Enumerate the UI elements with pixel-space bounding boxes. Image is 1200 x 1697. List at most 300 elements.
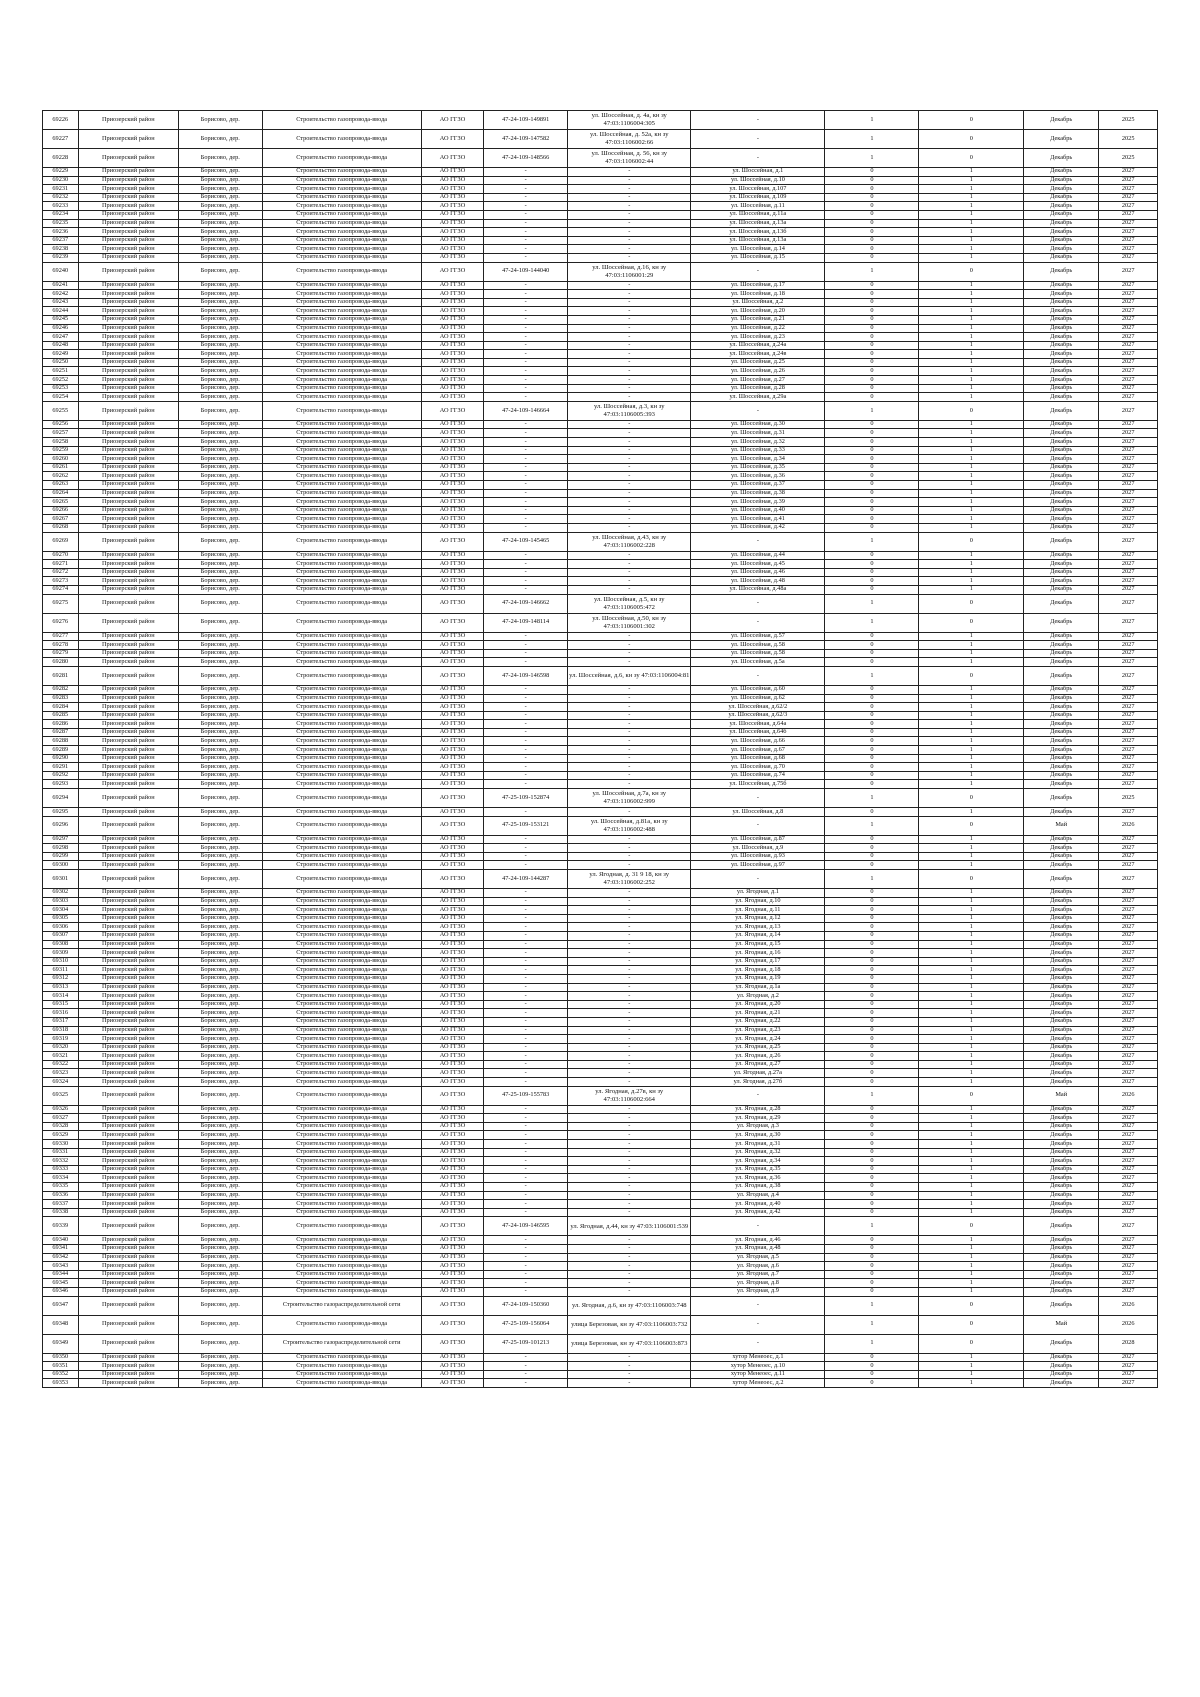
cell-work: Строительство газопровода-ввода — [262, 1287, 421, 1296]
table-row — [43, 298, 1158, 307]
cell-district: Приозерский район — [78, 1086, 178, 1105]
cell-work: Строительство газопровода-ввода — [262, 1217, 421, 1236]
cell-month: Май — [1024, 1086, 1099, 1105]
cell-locality: Борисово, дер. — [178, 763, 262, 772]
cell-land-plot: - — [568, 1353, 691, 1362]
cell-year: 2027 — [1099, 341, 1158, 350]
cell-col-b: 1 — [919, 746, 1024, 755]
table-row — [43, 193, 1158, 202]
cell-locality: Борисово, дер. — [178, 281, 262, 290]
cell-address: ул. Шоссейная, д.39 — [691, 498, 825, 507]
cell-address: ул. Шоссейная, д.37 — [691, 481, 825, 490]
cell-col-a: 1 — [825, 1086, 919, 1105]
cell-locality: Борисово, дер. — [178, 685, 262, 694]
cell-district: Приозерский район — [78, 966, 178, 975]
cell-year: 2027 — [1099, 861, 1158, 870]
cell-cadastre: - — [484, 446, 568, 455]
table-row — [43, 1236, 1158, 1245]
cell-locality: Борисово, дер. — [178, 957, 262, 966]
cell-land-plot: - — [568, 202, 691, 211]
cell-col-b: 1 — [919, 245, 1024, 254]
cell-cadastre: - — [484, 641, 568, 650]
cell-land-plot: - — [568, 1370, 691, 1379]
cell-month: Декабрь — [1024, 253, 1099, 262]
cell-district: Приозерский район — [78, 290, 178, 299]
table-row — [43, 236, 1158, 245]
table-row — [43, 168, 1158, 177]
cell-col-a: 0 — [825, 852, 919, 861]
cell-org: АО ГГЗО — [421, 632, 484, 641]
cell-land-plot: - — [568, 771, 691, 780]
cell-id: 69269 — [43, 532, 79, 551]
table-row — [43, 130, 1158, 149]
cell-month: Май — [1024, 1315, 1099, 1334]
cell-district: Приозерский район — [78, 324, 178, 333]
cell-month: Декабрь — [1024, 168, 1099, 177]
table-row — [43, 1026, 1158, 1035]
cell-work: Строительство газопровода-ввода — [262, 253, 421, 262]
cell-work: Строительство газопровода-ввода — [262, 949, 421, 958]
cell-land-plot: - — [568, 1236, 691, 1245]
cell-id: 69344 — [43, 1270, 79, 1279]
cell-col-b: 1 — [919, 1362, 1024, 1371]
cell-address: - — [691, 149, 825, 168]
document-page — [42, 110, 1158, 1388]
cell-cadastre: - — [484, 1114, 568, 1123]
table-row — [43, 1131, 1158, 1140]
cell-cadastre: 47-24-109-145465 — [484, 532, 568, 551]
cell-cadastre: - — [484, 393, 568, 402]
cell-locality: Борисово, дер. — [178, 1200, 262, 1209]
cell-district: Приозерский район — [78, 1026, 178, 1035]
cell-year: 2027 — [1099, 1148, 1158, 1157]
cell-id: 69313 — [43, 983, 79, 992]
table-row — [43, 1379, 1158, 1388]
cell-org: АО ГГЗО — [421, 914, 484, 923]
cell-locality: Борисово, дер. — [178, 551, 262, 560]
cell-land-plot: - — [568, 746, 691, 755]
cell-locality: Борисово, дер. — [178, 149, 262, 168]
cell-land-plot: - — [568, 923, 691, 932]
cell-work: Строительство газопровода-ввода — [262, 560, 421, 569]
cell-cadastre: - — [484, 341, 568, 350]
cell-address: - — [691, 111, 825, 130]
cell-year: 2025 — [1099, 111, 1158, 130]
table-row — [43, 210, 1158, 219]
cell-work: Строительство газопровода-ввода — [262, 1236, 421, 1245]
cell-land-plot: ул. Шоссейная, д.43, кн зу 47:03:1106002:228 — [568, 532, 691, 551]
cell-col-a: 0 — [825, 632, 919, 641]
cell-locality: Борисово, дер. — [178, 1105, 262, 1114]
cell-locality: Борисово, дер. — [178, 711, 262, 720]
table-row — [43, 703, 1158, 712]
cell-col-a: 0 — [825, 176, 919, 185]
cell-col-b: 1 — [919, 632, 1024, 641]
cell-month: Декабрь — [1024, 931, 1099, 940]
cell-col-b: 1 — [919, 1279, 1024, 1288]
table-row — [43, 185, 1158, 194]
table-row — [43, 728, 1158, 737]
cell-org: АО ГГЗО — [421, 358, 484, 367]
cell-locality: Борисово, дер. — [178, 728, 262, 737]
cell-org: АО ГГЗО — [421, 1379, 484, 1388]
cell-month: Декабрь — [1024, 1353, 1099, 1362]
cell-address: ул. Шоссейная, д.40 — [691, 506, 825, 515]
cell-address: ул. Шоссейная, д.21 — [691, 315, 825, 324]
cell-cadastre: 47-24-109-146664 — [484, 401, 568, 420]
cell-month: Декабрь — [1024, 1262, 1099, 1271]
cell-land-plot: - — [568, 1017, 691, 1026]
cell-district: Приозерский район — [78, 1379, 178, 1388]
cell-year: 2027 — [1099, 262, 1158, 281]
cell-work: Строительство газопровода-ввода — [262, 746, 421, 755]
cell-work: Строительство газопровода-ввода — [262, 906, 421, 915]
cell-address: ул. Ягодная, д.25 — [691, 1043, 825, 1052]
cell-land-plot: - — [568, 1052, 691, 1061]
cell-month: Декабрь — [1024, 111, 1099, 130]
table-row — [43, 808, 1158, 817]
cell-cadastre: - — [484, 780, 568, 789]
table-row — [43, 649, 1158, 658]
cell-district: Приозерский район — [78, 429, 178, 438]
cell-id: 69322 — [43, 1060, 79, 1069]
cell-work: Строительство газопровода-ввода — [262, 358, 421, 367]
cell-work: Строительство газопровода-ввода — [262, 771, 421, 780]
cell-id: 69342 — [43, 1253, 79, 1262]
cell-org: АО ГГЗО — [421, 1370, 484, 1379]
cell-district: Приозерский район — [78, 1253, 178, 1262]
cell-district: Приозерский район — [78, 253, 178, 262]
cell-cadastre: - — [484, 376, 568, 385]
cell-locality: Борисово, дер. — [178, 236, 262, 245]
cell-org: АО ГГЗО — [421, 350, 484, 359]
cell-id: 69227 — [43, 130, 79, 149]
cell-org: АО ГГЗО — [421, 1140, 484, 1149]
cell-month: Декабрь — [1024, 763, 1099, 772]
cell-work: Строительство газопровода-ввода — [262, 577, 421, 586]
cell-org: АО ГГЗО — [421, 906, 484, 915]
cell-district: Приозерский район — [78, 111, 178, 130]
cell-cadastre: - — [484, 737, 568, 746]
cell-locality: Борисово, дер. — [178, 111, 262, 130]
cell-col-b: 1 — [919, 1017, 1024, 1026]
cell-year: 2027 — [1099, 906, 1158, 915]
cell-org: АО ГГЗО — [421, 228, 484, 237]
cell-address: ул. Шоссейная, д.64а — [691, 720, 825, 729]
cell-col-b: 1 — [919, 551, 1024, 560]
cell-cadastre: - — [484, 324, 568, 333]
cell-land-plot: - — [568, 1026, 691, 1035]
cell-id: 69309 — [43, 949, 79, 958]
cell-district: Приозерский район — [78, 185, 178, 194]
cell-id: 69310 — [43, 957, 79, 966]
cell-org: АО ГГЗО — [421, 1052, 484, 1061]
cell-locality: Борисово, дер. — [178, 835, 262, 844]
cell-id: 69252 — [43, 376, 79, 385]
cell-month: Декабрь — [1024, 1148, 1099, 1157]
cell-cadastre: - — [484, 632, 568, 641]
cell-address: ул. Ягодная, д.11 — [691, 906, 825, 915]
cell-col-a: 0 — [825, 1069, 919, 1078]
cell-land-plot: улица Березовая, кн зу 47:03:1106003:873 — [568, 1334, 691, 1353]
cell-cadastre: - — [484, 746, 568, 755]
cell-district: Приозерский район — [78, 367, 178, 376]
table-row — [43, 358, 1158, 367]
cell-cadastre: - — [484, 1174, 568, 1183]
cell-id: 69316 — [43, 1009, 79, 1018]
cell-id: 69285 — [43, 711, 79, 720]
cell-col-a: 0 — [825, 168, 919, 177]
cell-month: Декабрь — [1024, 720, 1099, 729]
cell-district: Приозерский район — [78, 992, 178, 1001]
cell-address: - — [691, 1217, 825, 1236]
cell-district: Приозерский район — [78, 560, 178, 569]
cell-address: ул. Шоссейная, д.109 — [691, 193, 825, 202]
cell-month: Декабрь — [1024, 906, 1099, 915]
cell-land-plot: - — [568, 1262, 691, 1271]
cell-org: АО ГГЗО — [421, 1183, 484, 1192]
cell-col-b: 1 — [919, 1069, 1024, 1078]
cell-month: Декабрь — [1024, 754, 1099, 763]
cell-id: 69297 — [43, 835, 79, 844]
table-row — [43, 720, 1158, 729]
cell-id: 69284 — [43, 703, 79, 712]
cell-col-b: 1 — [919, 974, 1024, 983]
cell-land-plot: - — [568, 728, 691, 737]
cell-address: - — [691, 401, 825, 420]
table-body — [43, 111, 1158, 1388]
cell-address: ул. Шоссейная, д.28 — [691, 384, 825, 393]
cell-id: 69318 — [43, 1026, 79, 1035]
cell-work: Строительство газопровода-ввода — [262, 870, 421, 889]
cell-address: ул. Ягодная, д.27 — [691, 1060, 825, 1069]
cell-land-plot: - — [568, 210, 691, 219]
cell-col-b: 1 — [919, 350, 1024, 359]
cell-org: АО ГГЗО — [421, 966, 484, 975]
cell-locality: Борисово, дер. — [178, 808, 262, 817]
table-row — [43, 754, 1158, 763]
cell-locality: Борисово, дер. — [178, 498, 262, 507]
cell-cadastre: - — [484, 1287, 568, 1296]
table-row — [43, 401, 1158, 420]
cell-id: 69338 — [43, 1208, 79, 1217]
cell-locality: Борисово, дер. — [178, 1244, 262, 1253]
table-row — [43, 1334, 1158, 1353]
cell-col-b: 0 — [919, 816, 1024, 835]
cell-address: ул. Шоссейная, д.62/2 — [691, 703, 825, 712]
cell-locality: Борисово, дер. — [178, 1279, 262, 1288]
table-row — [43, 737, 1158, 746]
cell-col-b: 1 — [919, 176, 1024, 185]
table-row — [43, 1052, 1158, 1061]
table-row — [43, 532, 1158, 551]
cell-col-b: 1 — [919, 1140, 1024, 1149]
cell-land-plot: - — [568, 703, 691, 712]
cell-district: Приозерский район — [78, 384, 178, 393]
cell-id: 69243 — [43, 298, 79, 307]
cell-district: Приозерский район — [78, 219, 178, 228]
cell-district: Приозерский район — [78, 1244, 178, 1253]
cell-month: Декабрь — [1024, 1131, 1099, 1140]
cell-work: Строительство газопровода-ввода — [262, 472, 421, 481]
cell-year: 2027 — [1099, 666, 1158, 685]
cell-land-plot: - — [568, 1148, 691, 1157]
cell-month: Декабрь — [1024, 949, 1099, 958]
cell-month: Декабрь — [1024, 703, 1099, 712]
cell-work: Строительство газопровода-ввода — [262, 1035, 421, 1044]
cell-address: ул. Ягодная, д.26 — [691, 1052, 825, 1061]
cell-col-b: 1 — [919, 728, 1024, 737]
cell-col-a: 0 — [825, 754, 919, 763]
cell-month: Декабрь — [1024, 1114, 1099, 1123]
cell-locality: Борисово, дер. — [178, 906, 262, 915]
cell-district: Приозерский район — [78, 889, 178, 898]
cell-cadastre: - — [484, 577, 568, 586]
cell-col-a: 0 — [825, 498, 919, 507]
cell-district: Приозерский район — [78, 236, 178, 245]
cell-col-b: 1 — [919, 983, 1024, 992]
cell-col-a: 0 — [825, 763, 919, 772]
cell-year: 2027 — [1099, 966, 1158, 975]
cell-land-plot: - — [568, 720, 691, 729]
cell-work: Строительство газопровода-ввода — [262, 754, 421, 763]
table-row — [43, 974, 1158, 983]
cell-col-b: 0 — [919, 1334, 1024, 1353]
cell-org: АО ГГЗО — [421, 149, 484, 168]
cell-land-plot: - — [568, 641, 691, 650]
table-row — [43, 307, 1158, 316]
cell-locality: Борисово, дер. — [178, 1060, 262, 1069]
cell-org: АО ГГЗО — [421, 957, 484, 966]
cell-org: АО ГГЗО — [421, 315, 484, 324]
cell-district: Приозерский район — [78, 1334, 178, 1353]
cell-id: 69226 — [43, 111, 79, 130]
cell-locality: Борисово, дер. — [178, 949, 262, 958]
cell-address: ул. Шоссейная, д.58 — [691, 649, 825, 658]
cell-district: Приозерский район — [78, 446, 178, 455]
cell-month: Декабрь — [1024, 1105, 1099, 1114]
cell-year: 2027 — [1099, 281, 1158, 290]
cell-year: 2027 — [1099, 350, 1158, 359]
cell-col-b: 1 — [919, 641, 1024, 650]
cell-month: Декабрь — [1024, 1157, 1099, 1166]
cell-year: 2027 — [1099, 914, 1158, 923]
cell-locality: Борисово, дер. — [178, 1165, 262, 1174]
cell-cadastre: - — [484, 966, 568, 975]
cell-district: Приозерский район — [78, 835, 178, 844]
table-row — [43, 835, 1158, 844]
table-row — [43, 1086, 1158, 1105]
cell-locality: Борисово, дер. — [178, 210, 262, 219]
cell-col-a: 0 — [825, 1131, 919, 1140]
cell-cadastre: - — [484, 245, 568, 254]
table-row — [43, 228, 1158, 237]
cell-work: Строительство газопровода-ввода — [262, 983, 421, 992]
cell-month: Декабрь — [1024, 401, 1099, 420]
cell-col-a: 0 — [825, 489, 919, 498]
cell-id: 69323 — [43, 1069, 79, 1078]
cell-month: Декабрь — [1024, 1370, 1099, 1379]
cell-col-a: 0 — [825, 931, 919, 940]
cell-col-a: 0 — [825, 245, 919, 254]
cell-locality: Борисово, дер. — [178, 585, 262, 594]
cell-year: 2027 — [1099, 728, 1158, 737]
cell-address: хутор Менеоес, д.2 — [691, 1379, 825, 1388]
cell-col-a: 0 — [825, 1253, 919, 1262]
cell-org: АО ГГЗО — [421, 1105, 484, 1114]
cell-work: Строительство газопровода-ввода — [262, 429, 421, 438]
cell-land-plot: - — [568, 711, 691, 720]
cell-cadastre: - — [484, 228, 568, 237]
cell-year: 2027 — [1099, 1043, 1158, 1052]
cell-col-b: 1 — [919, 506, 1024, 515]
cell-address: ул. Ягодная, д.30 — [691, 1131, 825, 1140]
cell-cadastre: - — [484, 350, 568, 359]
table-row — [43, 1270, 1158, 1279]
cell-month: Декабрь — [1024, 1236, 1099, 1245]
cell-address: ул. Шоссейная, д.24а — [691, 341, 825, 350]
cell-year: 2027 — [1099, 307, 1158, 316]
cell-id: 69270 — [43, 551, 79, 560]
cell-work: Строительство газопровода-ввода — [262, 1208, 421, 1217]
cell-col-b: 1 — [919, 1287, 1024, 1296]
cell-col-a: 0 — [825, 350, 919, 359]
cell-col-a: 0 — [825, 281, 919, 290]
cell-org: АО ГГЗО — [421, 551, 484, 560]
cell-work: Строительство газопровода-ввода — [262, 728, 421, 737]
cell-land-plot: - — [568, 245, 691, 254]
cell-address: хутор Менеоес, д.1 — [691, 1353, 825, 1362]
cell-col-b: 1 — [919, 1009, 1024, 1018]
cell-col-b: 0 — [919, 870, 1024, 889]
cell-col-b: 0 — [919, 666, 1024, 685]
cell-district: Приозерский район — [78, 1287, 178, 1296]
cell-col-b: 1 — [919, 771, 1024, 780]
cell-land-plot: - — [568, 560, 691, 569]
cell-cadastre: - — [484, 253, 568, 262]
cell-org: АО ГГЗО — [421, 1157, 484, 1166]
cell-month: Декабрь — [1024, 789, 1099, 808]
cell-address: ул. Ягодная, д.14 — [691, 931, 825, 940]
cell-locality: Борисово, дер. — [178, 481, 262, 490]
cell-locality: Борисово, дер. — [178, 176, 262, 185]
cell-address: ул. Ягодная, д.10 — [691, 897, 825, 906]
cell-cadastre: - — [484, 1069, 568, 1078]
cell-land-plot: - — [568, 1253, 691, 1262]
cell-work: Строительство газопровода-ввода — [262, 649, 421, 658]
cell-district: Приозерский район — [78, 685, 178, 694]
cell-id: 69233 — [43, 202, 79, 211]
cell-col-b: 1 — [919, 737, 1024, 746]
cell-cadastre: 47-25-109-153121 — [484, 816, 568, 835]
cell-locality: Борисово, дер. — [178, 1183, 262, 1192]
cell-address: ул. Ягодная, д.46 — [691, 1236, 825, 1245]
cell-month: Декабрь — [1024, 324, 1099, 333]
cell-land-plot: - — [568, 341, 691, 350]
cell-cadastre: - — [484, 771, 568, 780]
cell-work: Строительство газопровода-ввода — [262, 281, 421, 290]
cell-locality: Борисово, дер. — [178, 1043, 262, 1052]
cell-org: АО ГГЗО — [421, 835, 484, 844]
cell-district: Приозерский район — [78, 983, 178, 992]
cell-year: 2027 — [1099, 315, 1158, 324]
cell-id: 69332 — [43, 1157, 79, 1166]
cell-month: Декабрь — [1024, 613, 1099, 632]
cell-col-a: 0 — [825, 914, 919, 923]
cell-cadastre: - — [484, 551, 568, 560]
cell-locality: Борисово, дер. — [178, 1009, 262, 1018]
cell-id: 69239 — [43, 253, 79, 262]
